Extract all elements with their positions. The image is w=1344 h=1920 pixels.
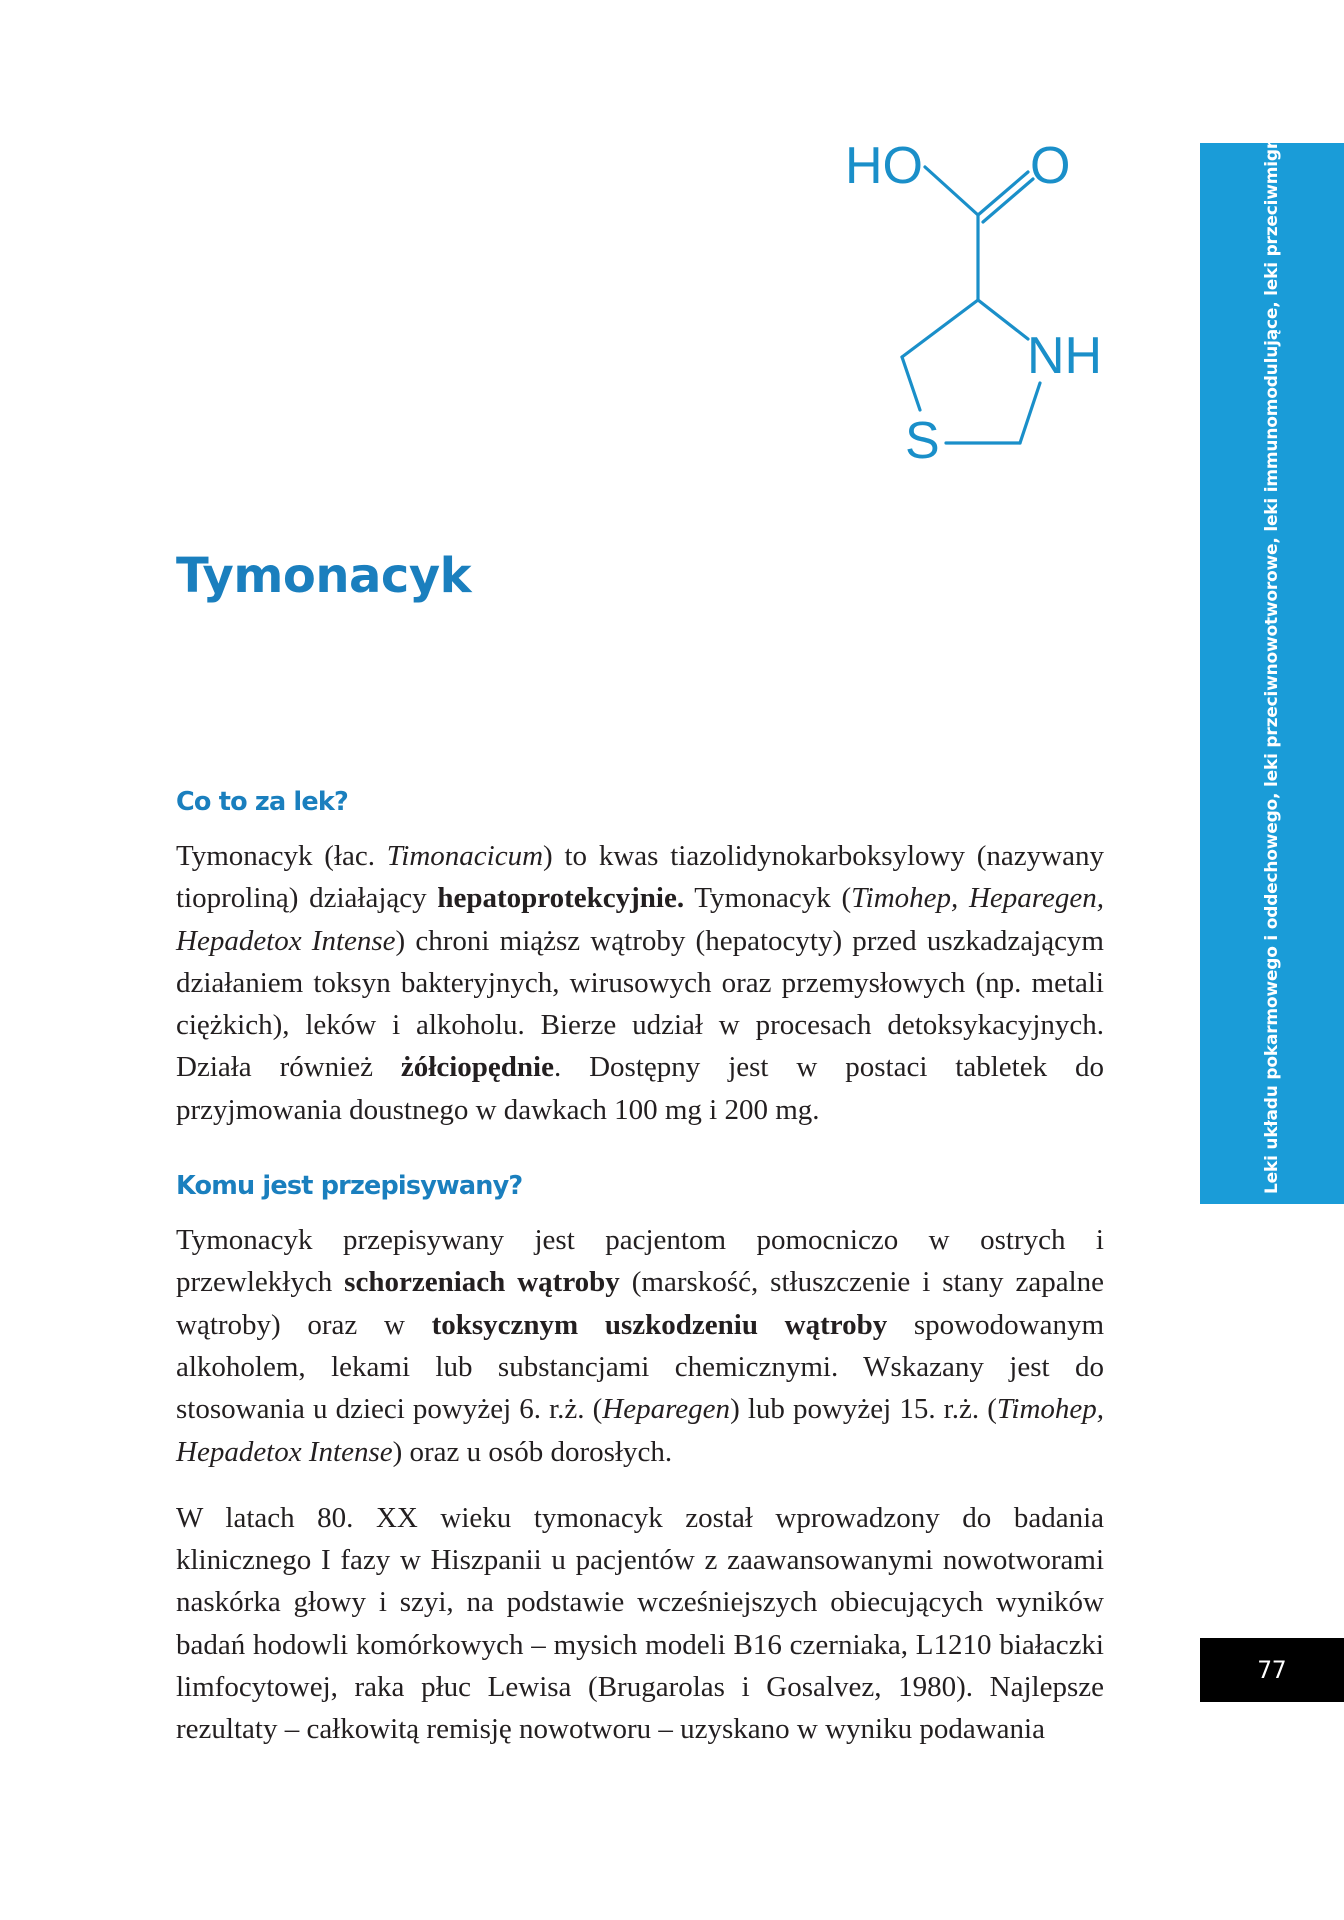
bond-c-o-b <box>983 179 1033 222</box>
chapter-side-tab <box>1200 78 1344 1204</box>
page-number: 77 <box>1200 1638 1344 1702</box>
bond-c-ch2 <box>902 300 978 357</box>
chemical-structure <box>820 125 1120 475</box>
chapter-side-tab-label: Leki układu pokarmowego i oddechowego, leki przeciwnowotworowe, leki immunomodulujące, leki przeciwmigrenowe <box>1262 78 1282 1194</box>
bold-term-toxic-liver-damage: toksycznym uszkodzeniu wątroby <box>431 1308 888 1341</box>
paragraph-history: W latach 80. XX wieku tymonacyk został wprowadzony do badania klinicznego I fazy w Hiszpanii u pacjentów z zaawansowanymi nowotworami naskórka głowy i szyi, na podstawie wcześniejszych obiecujących wyników badań hodowli komórkowych – mysich modeli B16 czerniaka, L1210 białaczki limfocytowej, raka płuc Lewisa (Brugarolas i Gosalvez, 1980). Najlepsze rezultaty – całkowitą remisję nowotworu – uzyskano w wyniku podawania <box>176 1501 1104 1746</box>
paragraph-description <box>176 835 1104 1131</box>
bond-c-o-a <box>978 172 1028 215</box>
section-heading-indications: Komu jest przepisywany? <box>176 1171 523 1202</box>
page-title: Tymonacyk <box>176 548 472 604</box>
section-heading-what-is: Co to za lek? <box>176 787 349 817</box>
article-body <box>176 787 1104 1751</box>
text-run: spowodowanym alkoholem, lekami lub substancjami chemicznymi. Wskazany jest do stosowania u dzieci powyżej 6. r.ż. ( <box>176 1308 1104 1426</box>
text-run: ) to kwas tiazolidynokarboksylowy (nazywany tioproliną) działający <box>176 840 1104 915</box>
bold-term-choleretic: żółciopędnie <box>400 1051 554 1084</box>
tiazolidine-carboxylic-acid-diagram <box>820 125 1120 475</box>
italic-brand-names: Timohep, Heparegen, Hepadetox Intense <box>176 882 1105 957</box>
text-run: Tymonacyk ( <box>684 882 852 915</box>
atom-s: S <box>905 412 940 470</box>
atom-o: O <box>1030 137 1071 195</box>
text-run: . Dostępny jest w postaci tabletek do przyjmowania doustnego w dawkach 100 mg i 200 mg. <box>176 1051 1104 1126</box>
atom-nh: NH <box>1027 327 1103 385</box>
bold-term-liver-diseases: schorzeniach wątroby <box>344 1266 620 1299</box>
bond-ch2-s <box>902 357 920 410</box>
text-run: Tymonacyk przepisywany jest pacjentom pomocniczo w ostrych i przewlekłych <box>176 1224 1104 1299</box>
text-run: (marskość, stłuszczenie i stany zapalne wątroby) oraz w <box>176 1266 1104 1341</box>
text-run: ) chroni miąższ wątroby (hepatocyty) przed uszkadzającym działaniem toksyn bakteryjnych, wirusowych oraz przemysłowych (np. metali ciężkich), leków i alkoholu. Bierze udział w procesach detoksykacyjnych. Działa również <box>176 924 1104 1084</box>
atom-ho: HO <box>845 137 923 195</box>
bond-c-nh <box>978 300 1028 339</box>
text-run: ) lub powyżej 15. r.ż. ( <box>730 1393 997 1426</box>
paragraph-indications <box>176 1219 1104 1473</box>
italic-brand-names: Timohep, Hepadetox Intense <box>176 1393 1105 1468</box>
bond-ho-c <box>925 167 978 215</box>
bold-term-hepatoprotective: hepatoprotekcyjnie. <box>437 882 685 915</box>
italic-brand-name: Heparegen <box>602 1393 731 1426</box>
bond-ch2-nh <box>1020 383 1040 443</box>
text-run: ) oraz u osób dorosłych. <box>392 1435 673 1468</box>
text-run: Tymonacyk (łac. <box>176 840 387 872</box>
italic-latin-name: Timonacicum <box>386 840 544 872</box>
